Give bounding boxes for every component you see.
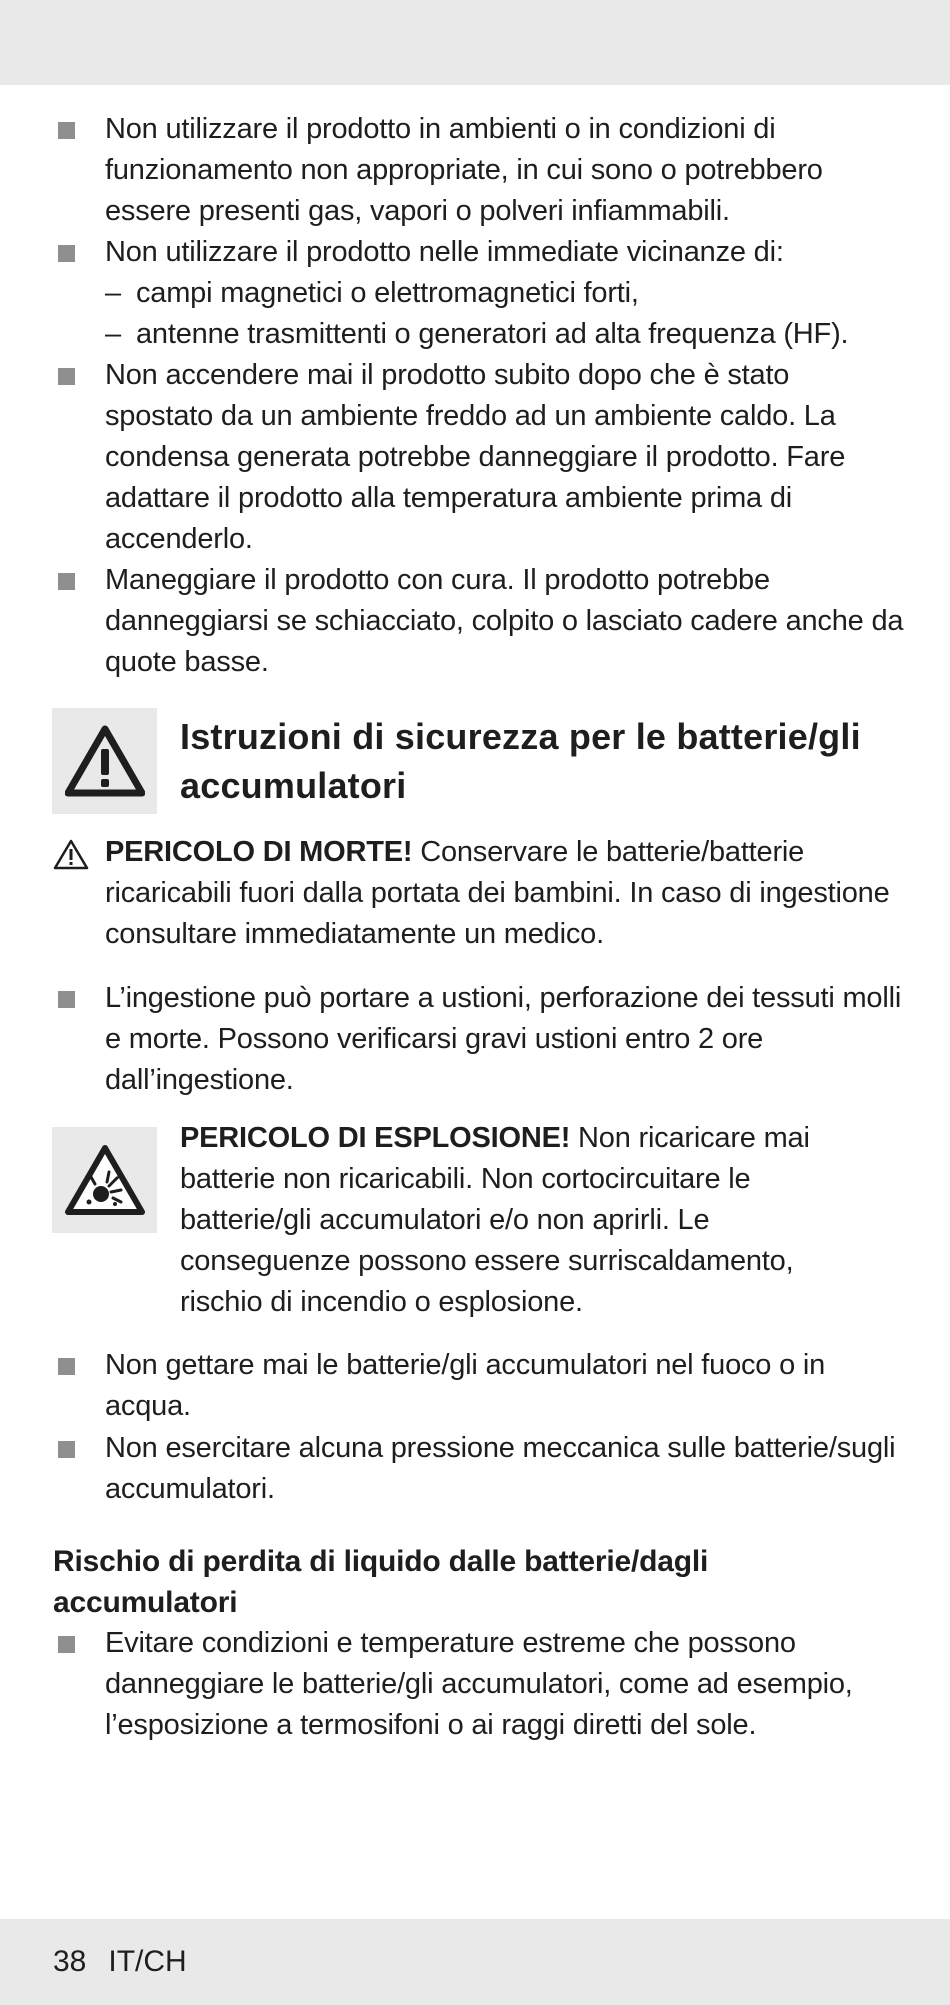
list-item: Non utilizzare il prodotto in ambienti o in condizioni di funzionamento non appropriate, in cui sono o potrebbero essere presenti gas, vapori o polveri infiammabili. bbox=[105, 113, 823, 227]
section-heading: Istruzioni di sicurezza per le batterie/gli accumulatori bbox=[180, 716, 861, 806]
list-item: L’ingestione può portare a ustioni, perforazione dei tessuti molli e morte. Possono verificarsi gravi ustioni entro 2 ore dall’ingestione. bbox=[105, 982, 902, 1096]
bullet-icon bbox=[58, 122, 75, 139]
explosion-label: PERICOLO DI ESPLOSIONE! bbox=[180, 1122, 571, 1154]
danger-paragraph bbox=[105, 832, 905, 955]
dash-marker: – bbox=[105, 318, 121, 350]
danger-text: Conservare le batterie/batterie ricaricabili fuori dalla portata dei bambini. In caso di ingestione consultare immediatamente un medico. bbox=[105, 836, 890, 950]
bullet-icon bbox=[58, 1441, 75, 1458]
explosion-paragraph bbox=[180, 1118, 820, 1323]
region-code: IT/CH bbox=[108, 1945, 187, 1978]
explosion-icon-box bbox=[52, 1127, 157, 1233]
warning-triangle-icon bbox=[53, 838, 89, 870]
warning-triangle-icon bbox=[65, 725, 145, 797]
page-footer bbox=[53, 1942, 209, 1982]
page-number: 38 bbox=[53, 1945, 87, 1978]
top-band bbox=[0, 0, 950, 85]
warning-icon-box bbox=[52, 708, 157, 814]
bullet-icon bbox=[58, 1636, 75, 1653]
bullet-icon bbox=[58, 1358, 75, 1375]
dash-list-item: campi magnetici o elettromagnetici forti, bbox=[136, 277, 639, 309]
list-item: Non utilizzare il prodotto nelle immediate vicinanze di: bbox=[105, 236, 784, 268]
list-item: Evitare condizioni e temperature estreme che possono danneggiare le batterie/gli accumulatori, come ad esempio, l’esposizione a termosifoni o ai raggi diretti del sole. bbox=[105, 1627, 853, 1741]
explosion-text: Non ricaricare mai batterie non ricaricabili. Non cortocircuitare le batterie/gli accumulatori e/o non aprirli. Le conseguenze possono essere surriscaldamento, rischio di incendio o esplosione. bbox=[180, 1122, 810, 1318]
bullet-icon bbox=[58, 368, 75, 385]
bullet-icon bbox=[58, 245, 75, 262]
dash-list-item: antenne trasmittenti o generatori ad alta frequenza (HF). bbox=[136, 318, 849, 350]
list-item: Maneggiare il prodotto con cura. Il prodotto potrebbe danneggiarsi se schiacciato, colpito o lasciato cadere anche da quote basse. bbox=[105, 564, 904, 678]
list-item: Non accendere mai il prodotto subito dopo che è stato spostato da un ambiente freddo ad un ambiente caldo. La condensa generata potrebbe danneggiare il prodotto. Fare adattare il prodotto alla temperatura ambiente prima di accenderlo. bbox=[105, 359, 846, 555]
bullet-icon bbox=[58, 573, 75, 590]
bullet-icon bbox=[58, 991, 75, 1008]
subheading: Rischio di perdita di liquido dalle batterie/dagli accumulatori bbox=[53, 1545, 709, 1619]
list-item: Non esercitare alcuna pressione meccanica sulle batterie/sugli accumulatori. bbox=[105, 1432, 896, 1505]
list-item: Non gettare mai le batterie/gli accumulatori nel fuoco o in acqua. bbox=[105, 1349, 826, 1422]
dash-marker: – bbox=[105, 277, 121, 309]
explosion-hazard-icon bbox=[65, 1144, 145, 1216]
danger-label: PERICOLO DI MORTE! bbox=[105, 836, 413, 868]
